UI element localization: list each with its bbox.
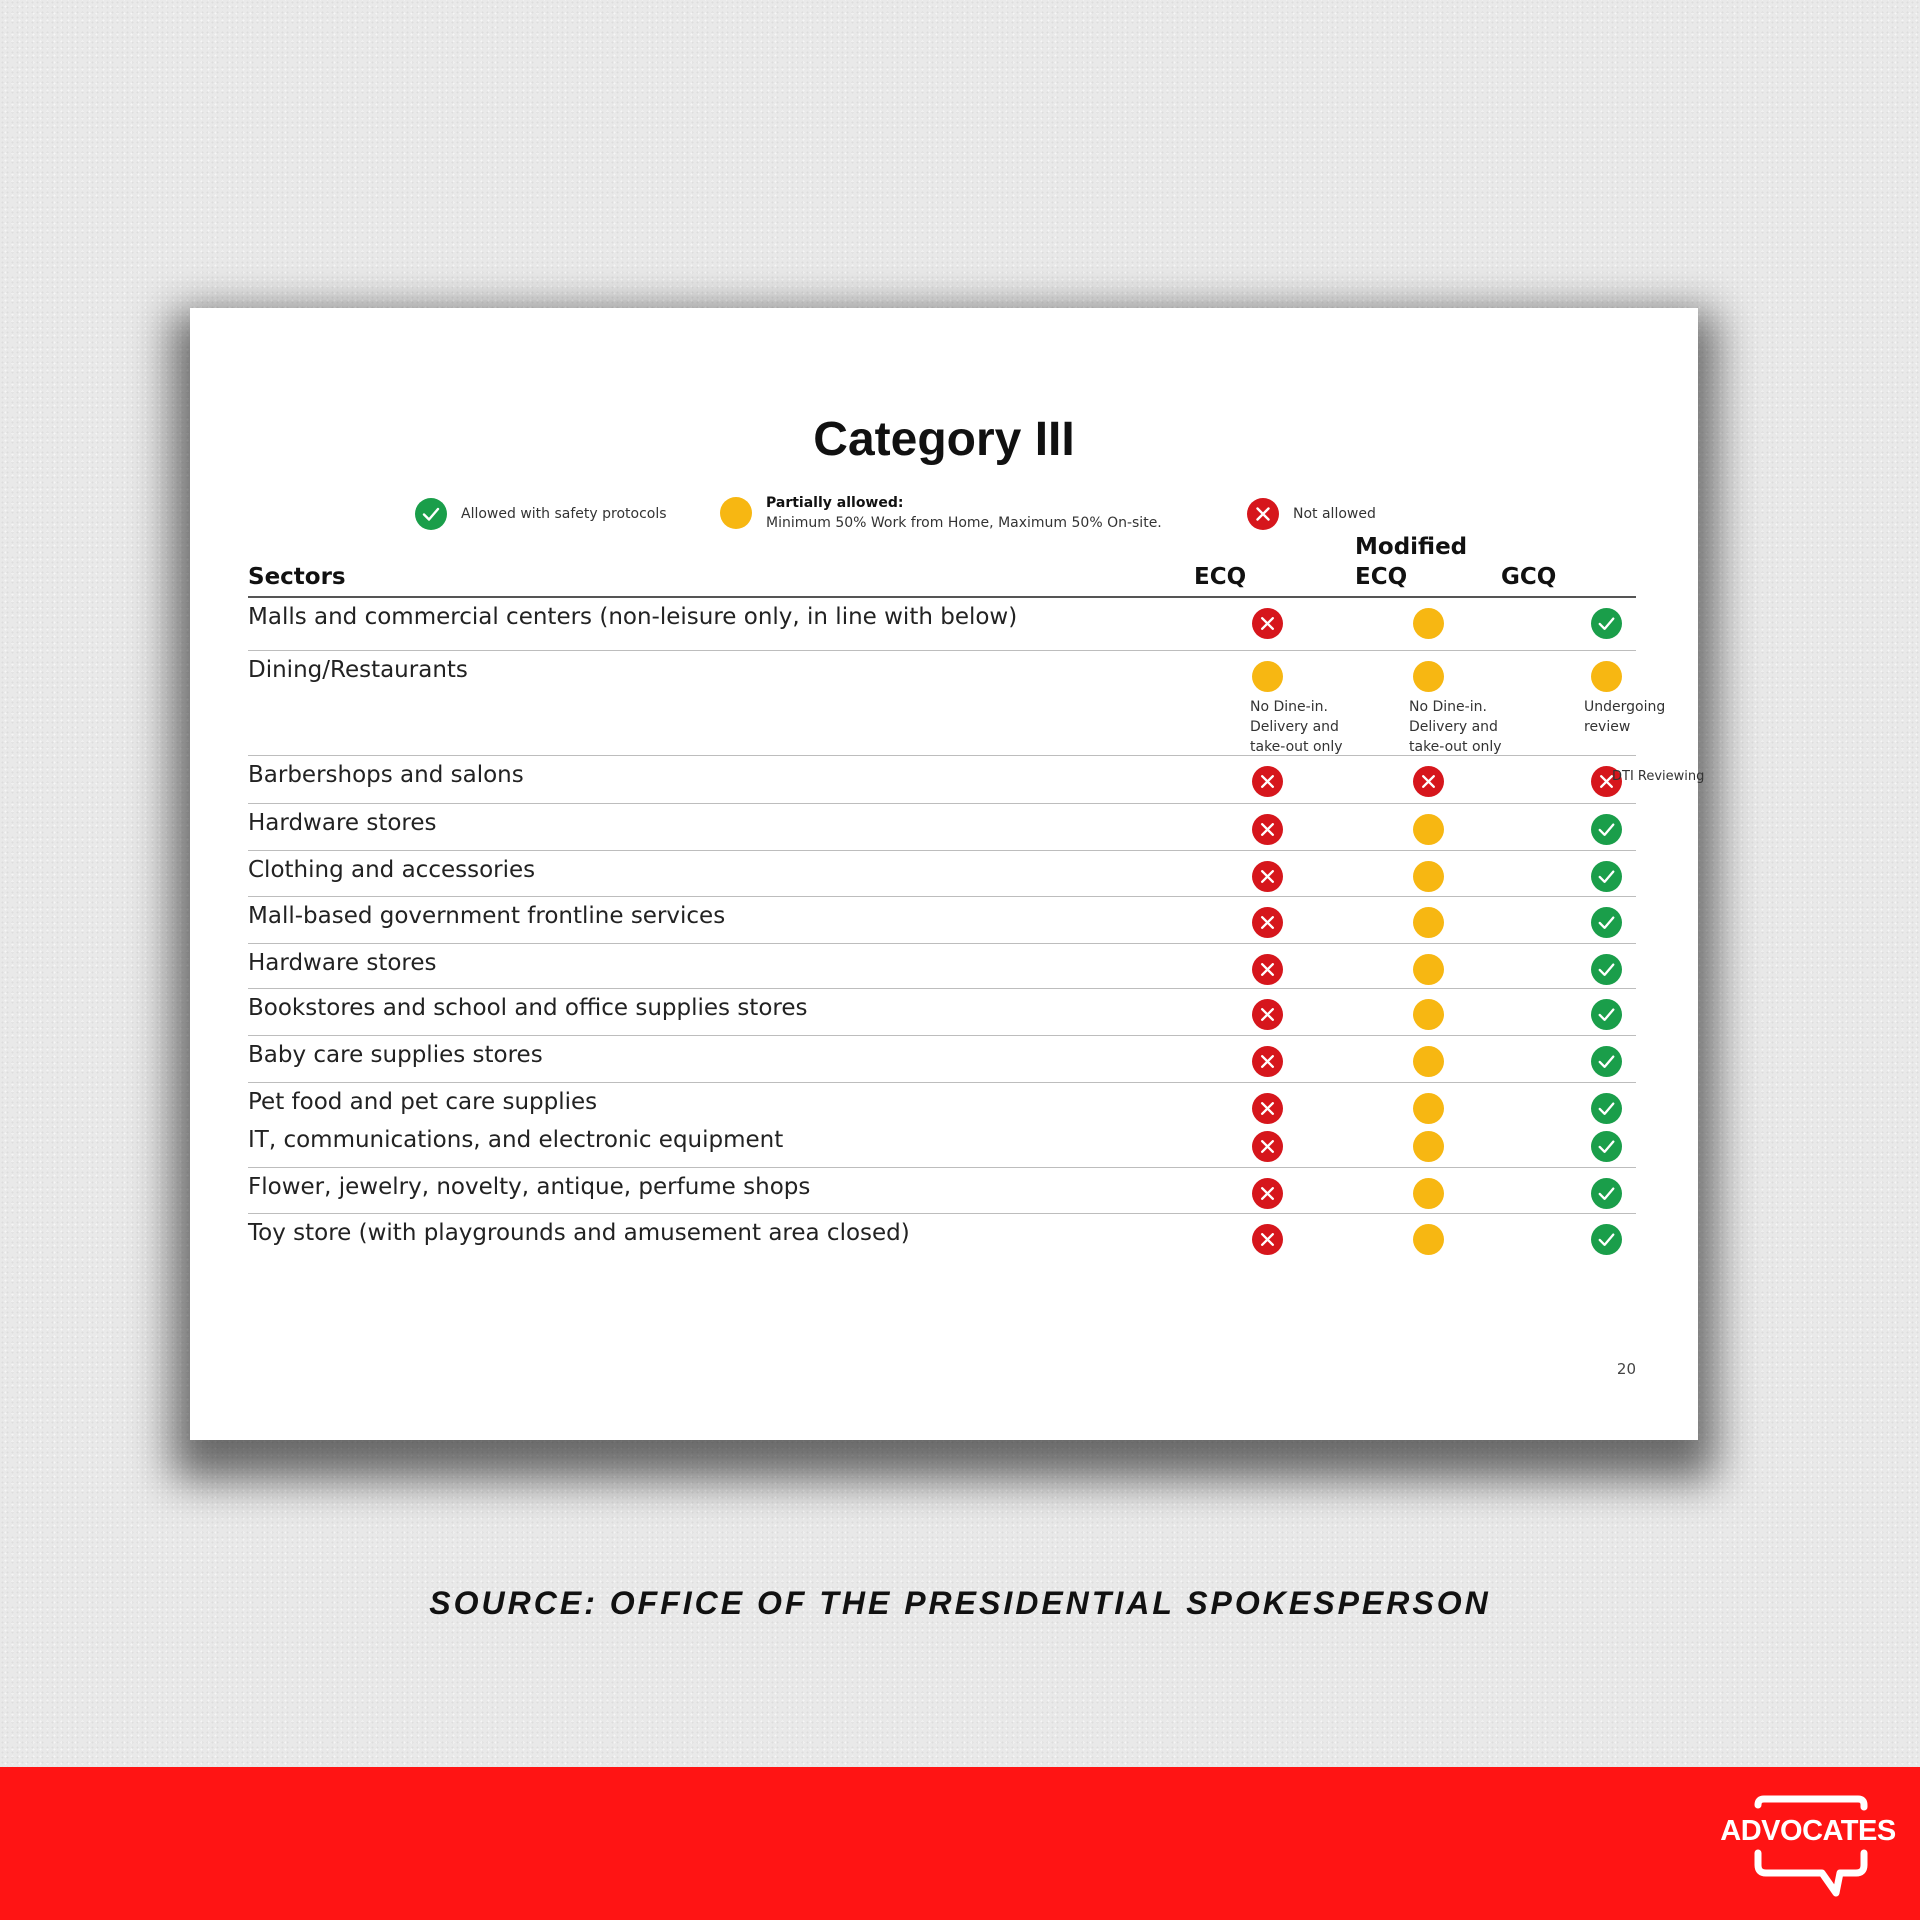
legend-partial-title: Partially allowed: (766, 495, 904, 511)
x-circle-icon (1252, 1224, 1283, 1255)
gcq-note-line: review (1584, 719, 1631, 735)
check-circle-icon (1591, 814, 1622, 845)
sector-name: Malls and commercial centers (non-leisure only, in line with below) (248, 604, 1018, 630)
sector-name: Barbershops and salons (248, 762, 524, 788)
yellow-circle-icon (1413, 814, 1444, 845)
yellow-circle-icon (1413, 954, 1444, 985)
gcq-status (1591, 1131, 1622, 1166)
table-row (248, 1168, 1636, 1214)
table-row (248, 804, 1636, 851)
gcq-status (1591, 907, 1622, 942)
ecq-status (1252, 907, 1283, 942)
gcq-status (1591, 861, 1622, 896)
ecq-status (1252, 954, 1283, 989)
mecq-status (1413, 954, 1444, 989)
header-sectors: Sectors (248, 564, 346, 590)
gcq-status (1591, 661, 1622, 696)
check-circle-icon (1591, 1224, 1622, 1255)
yellow-circle-icon (1413, 907, 1444, 938)
header-gcq: GCQ (1501, 564, 1557, 590)
ecq-status (1252, 1224, 1283, 1259)
yellow-circle-icon (1252, 661, 1283, 692)
table-row (248, 1214, 1636, 1262)
sector-name: Pet food and pet care supplies (248, 1089, 598, 1115)
gcq-note-line: Undergoing (1584, 699, 1666, 715)
x-circle-icon (1413, 766, 1444, 797)
gcq-status (1591, 954, 1622, 989)
table-row (248, 851, 1636, 897)
x-circle-icon (1252, 1131, 1283, 1162)
table-row (248, 944, 1636, 989)
ecq-status (1252, 608, 1283, 643)
ecq-status (1252, 661, 1283, 696)
sector-name: IT, communications, and electronic equipment (248, 1127, 784, 1153)
mecq-note (1409, 697, 1502, 757)
ecq-status (1252, 861, 1283, 896)
yellow-circle-icon (1413, 661, 1444, 692)
table-row (248, 651, 1666, 756)
sector-name: Hardware stores (248, 810, 437, 836)
mecq-status (1413, 999, 1444, 1034)
footer-bar (0, 1767, 1920, 1920)
check-circle-icon (1591, 608, 1622, 639)
check-circle-icon (1591, 907, 1622, 938)
yellow-circle-icon (1413, 1046, 1444, 1077)
table-row (248, 1036, 1636, 1083)
speech-bubble-icon (1718, 1793, 1898, 1903)
ecq-note-line: No Dine-in. (1250, 699, 1328, 715)
yellow-circle-icon (1591, 661, 1622, 692)
gcq-status (1591, 608, 1622, 643)
x-circle-icon (1252, 1046, 1283, 1077)
table-row (248, 897, 1636, 944)
ecq-status (1252, 766, 1283, 801)
sector-name: Toy store (with playgrounds and amusement area closed) (248, 1220, 910, 1246)
yellow-circle-icon (1413, 1131, 1444, 1162)
mecq-status (1413, 661, 1444, 696)
gcq-status (1591, 1046, 1622, 1081)
x-circle-icon (1252, 907, 1283, 938)
mecq-note-line: No Dine-in. (1409, 699, 1487, 715)
legend-allowed-label: Allowed with safety protocols (461, 506, 667, 522)
header-ecq: ECQ (1194, 564, 1247, 590)
table-row (248, 1121, 1636, 1168)
sector-name: Mall-based government frontline services (248, 903, 726, 929)
advocates-logo (1718, 1793, 1898, 1903)
mecq-status (1413, 861, 1444, 896)
x-circle-icon (1252, 814, 1283, 845)
mecq-status (1413, 766, 1444, 801)
x-circle-icon (1252, 766, 1283, 797)
check-circle-icon (415, 498, 447, 530)
x-circle-icon (1252, 861, 1283, 892)
x-circle-icon (1252, 999, 1283, 1030)
ecq-note-line: take-out only (1250, 739, 1343, 755)
yellow-circle-icon (1413, 1093, 1444, 1124)
ecq-status (1252, 814, 1283, 849)
slide-title: Category III (813, 413, 1075, 466)
ecq-note (1250, 697, 1343, 757)
check-circle-icon (1591, 1046, 1622, 1077)
check-circle-icon (1591, 1093, 1622, 1124)
x-circle-icon (1252, 1178, 1283, 1209)
yellow-circle-icon (1413, 861, 1444, 892)
legend-not-allowed (1247, 498, 1376, 530)
gcq-status (1591, 999, 1622, 1034)
mecq-status (1413, 1224, 1444, 1259)
legend-partial (720, 493, 1162, 533)
x-circle-icon (1247, 498, 1279, 530)
table-row (248, 989, 1636, 1036)
ecq-status (1252, 1178, 1283, 1213)
sector-name: Bookstores and school and office supplies stores (248, 995, 808, 1021)
header-mecq-line2: ECQ (1355, 564, 1408, 590)
check-circle-icon (1591, 861, 1622, 892)
yellow-circle-icon (1413, 1178, 1444, 1209)
sector-name: Clothing and accessories (248, 857, 536, 883)
check-circle-icon (1591, 954, 1622, 985)
check-circle-icon (1591, 999, 1622, 1030)
yellow-circle-icon (1413, 999, 1444, 1030)
mecq-status (1413, 1131, 1444, 1166)
slide (190, 308, 1705, 1440)
gcq-note (1584, 697, 1665, 737)
legend-partial-desc: Minimum 50% Work from Home, Maximum 50% On-site. (766, 515, 1162, 531)
logo-text: ADVOCATES (1720, 1815, 1896, 1847)
table-row (248, 756, 1705, 804)
page-number: 20 (1616, 1360, 1636, 1378)
ecq-note-line: Delivery and (1250, 719, 1339, 735)
sector-name: Dining/Restaurants (248, 657, 468, 683)
ecq-status (1252, 1131, 1283, 1166)
sector-name: Baby care supplies stores (248, 1042, 543, 1068)
table-row (248, 598, 1636, 651)
yellow-circle-icon (1413, 1224, 1444, 1255)
mecq-note-line: take-out only (1409, 739, 1502, 755)
table-row (248, 1083, 1636, 1121)
mecq-note-line: Delivery and (1409, 719, 1498, 735)
gcq-inline-note: DTI Reviewing (1612, 769, 1705, 784)
legend-not-allowed-label: Not allowed (1293, 506, 1376, 522)
mecq-status (1413, 814, 1444, 849)
ecq-status (1252, 999, 1283, 1034)
mecq-status (1413, 608, 1444, 643)
check-circle-icon (1591, 1178, 1622, 1209)
yellow-circle-icon (720, 497, 752, 529)
x-circle-icon (1252, 1093, 1283, 1124)
ecq-status (1252, 1046, 1283, 1081)
sector-name: Hardware stores (248, 950, 437, 976)
mecq-status (1413, 1046, 1444, 1081)
gcq-status (1591, 1178, 1622, 1213)
x-circle-icon (1252, 608, 1283, 639)
source-caption: SOURCE: OFFICE OF THE PRESIDENTIAL SPOKESPERSON (429, 1585, 1491, 1621)
yellow-circle-icon (1413, 608, 1444, 639)
sector-name: Flower, jewelry, novelty, antique, perfume shops (248, 1174, 811, 1200)
check-circle-icon (1591, 1131, 1622, 1162)
mecq-status (1413, 1178, 1444, 1213)
gcq-status (1591, 1224, 1622, 1259)
legend-allowed (415, 498, 667, 530)
gcq-status (1591, 814, 1622, 849)
x-circle-icon (1252, 954, 1283, 985)
mecq-status (1413, 907, 1444, 942)
header-mecq-line1: Modified (1355, 534, 1468, 560)
